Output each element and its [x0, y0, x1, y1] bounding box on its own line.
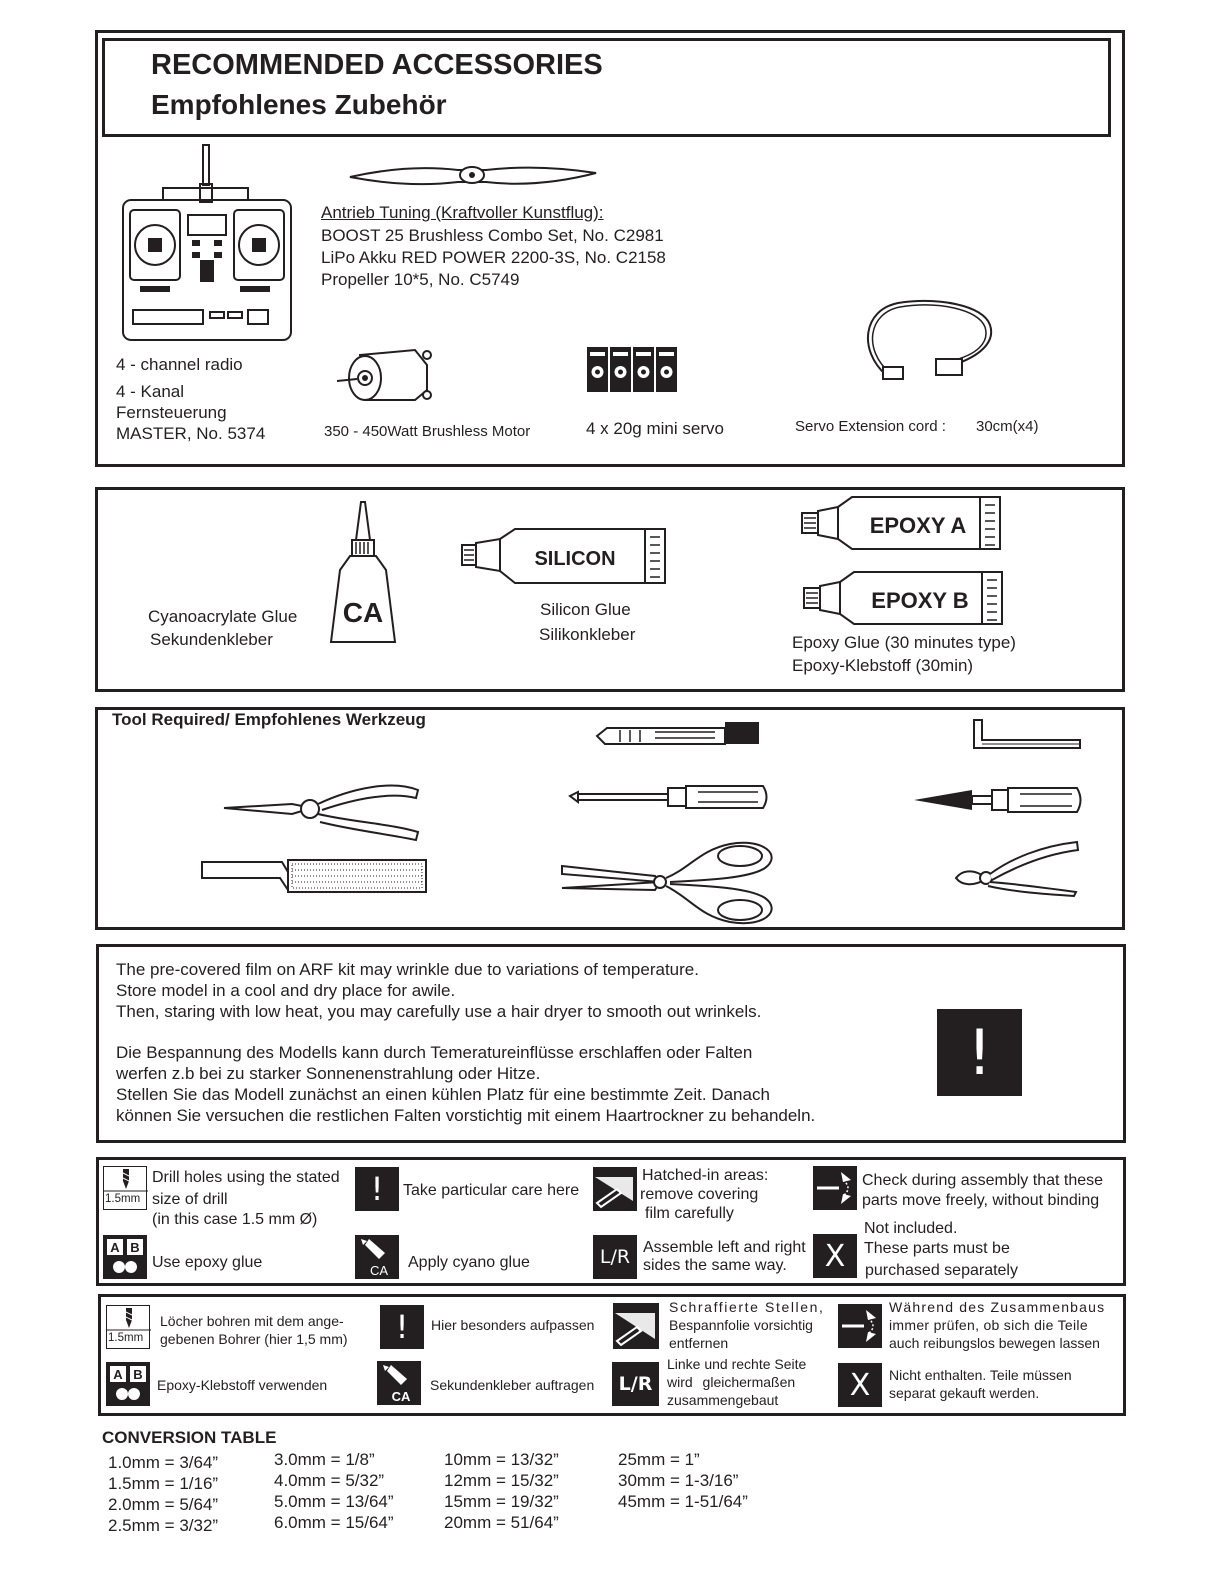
legend-de-notincl-2: separat gekauft werden. [889, 1385, 1040, 1401]
conv-c4-r3: 45mm = 1-51/64” [618, 1492, 748, 1511]
needle-nose-pliers-icon [222, 778, 422, 844]
legend-en-care: Take particular care here [403, 1182, 580, 1199]
tuning-line-3: Propeller 10*5, No. C5749 [321, 270, 520, 289]
legend-de-drill-1: Löcher bohren mit dem ange- [160, 1313, 344, 1329]
lr-icon: L/R [593, 1235, 637, 1279]
legend-de-check-1: Während des Zusammenbaus [889, 1299, 1106, 1315]
warning-line-7: können Sie versuchen die restlichen Falten vorstichtig mit einem Haartrockner zu behandeln. [116, 1106, 816, 1125]
file-tool-icon [200, 858, 430, 894]
legend-en-notincl-1: Not included. [864, 1220, 958, 1237]
conversion-title: CONVERSION TABLE [102, 1428, 277, 1447]
warning-line-2: Store model in a cool and dry place for awile. [116, 981, 456, 1000]
silicon-tube-icon [460, 525, 670, 587]
propeller-icon [348, 160, 598, 190]
cyano-glue-icon-de [377, 1361, 421, 1405]
brushless-motor-icon [335, 345, 440, 405]
cyano-ca-letters: CA [369, 1263, 389, 1278]
legend-en-drill-3: (in this case 1.5 mm Ø) [152, 1211, 318, 1228]
epoxy-glue-de: Epoxy-Klebstoff (30min) [792, 656, 974, 675]
radio-transmitter-icon [118, 140, 298, 350]
epoxy-ab-icon [103, 1235, 147, 1279]
not-included-x-icon-de: X [838, 1363, 882, 1407]
side-cutters-icon [952, 840, 1082, 896]
ca-glue-bottle-icon [328, 500, 398, 650]
drill-icon-de [106, 1305, 150, 1349]
utility-knife-icon [595, 718, 765, 746]
ca-glue-en: Cyanoacrylate Glue [148, 607, 298, 626]
conv-c2-r3: 5.0mm = 13/64” [274, 1492, 394, 1511]
legend-de-hatched-2: Bespannfolie vorsichtig [669, 1317, 813, 1333]
epoxy-a-label: EPOXY A [869, 513, 967, 538]
legend-de-lr-1: Linke und rechte Seite [667, 1356, 807, 1372]
legend-de-hatched-3: entfernen [669, 1335, 729, 1351]
conv-c3-r1: 10mm = 13/32” [444, 1450, 559, 1469]
drill-size-label: 1.5mm [105, 1193, 141, 1205]
conv-c2-r1: 3.0mm = 1/8” [274, 1450, 375, 1469]
epoxy-a-letter-de: A [113, 1367, 123, 1382]
cord-label: Servo Extension cord : [795, 418, 946, 435]
conv-c1-r2: 1.5mm = 1/16” [108, 1474, 219, 1493]
care-exclamation-icon-de: ! [380, 1305, 424, 1349]
cyano-glue-icon [355, 1235, 399, 1279]
legend-de-lr-3: zusammengebaut [667, 1392, 779, 1408]
ca-glue-de: Sekundenkleber [150, 630, 273, 649]
epoxy-b-tube-icon [802, 570, 1007, 628]
epoxy-ab-icon-de [106, 1362, 150, 1406]
warning-line-5: werfen z.b bei zu starker Sonnenenstrahlung oder Hitze. [116, 1064, 541, 1083]
legend-en-hatched-1: Hatched-in areas: [642, 1167, 769, 1184]
cord-value: 30cm(x4) [976, 418, 1039, 435]
conv-c2-r4: 6.0mm = 15/64” [274, 1513, 394, 1532]
motor-label: 350 - 450Watt Brushless Motor [324, 423, 531, 440]
conv-c4-r1: 25mm = 1” [618, 1450, 700, 1469]
legend-de-cyano: Sekundenkleber auftragen [430, 1377, 595, 1393]
tools-heading: Tool Required/ Empfohlenes Werkzeug [112, 710, 426, 729]
epoxy-a-letter: A [110, 1240, 120, 1255]
servo-label: 4 x 20g mini servo [586, 419, 724, 438]
legend-en-hatched-2: remove covering [640, 1186, 759, 1203]
silicon-glue-en: Silicon Glue [540, 600, 631, 619]
legend-en-drill-1: Drill holes using the stated [152, 1169, 340, 1186]
warning-line-1: The pre-covered film on ARF kit may wrinkle due to variations of temperature. [116, 960, 699, 979]
legend-de-hatched-1: Schraffierte Stellen, [669, 1299, 825, 1315]
legend-en-check-1: Check during assembly that these [862, 1172, 1104, 1189]
radio-line-4: MASTER, No. 5374 [116, 424, 266, 443]
conv-c2-r2: 4.0mm = 5/32” [274, 1471, 385, 1490]
hex-key-icon [968, 718, 1083, 750]
legend-de-care: Hier besonders aufpassen [431, 1317, 595, 1333]
tuning-line-2: LiPo Akku RED POWER 2200-3S, No. C2158 [321, 248, 666, 267]
ca-bottle-label: CA [342, 597, 384, 628]
legend-de-drill-2: gebenen Bohrer (hier 1,5 mm) [160, 1331, 348, 1347]
legend-de-check-2: immer prüfen, ob sich die Teile [889, 1317, 1088, 1333]
conv-c1-r4: 2.5mm = 3/32” [108, 1516, 219, 1535]
conv-c1-r1: 1.0mm = 3/64” [108, 1453, 219, 1472]
check-movement-icon-de [838, 1304, 882, 1348]
legend-en-cyano: Apply cyano glue [408, 1254, 530, 1271]
epoxy-b-letter: B [130, 1240, 140, 1255]
scissors-icon [560, 838, 778, 926]
legend-en-check-2: parts move freely, without binding [862, 1192, 1100, 1209]
silicon-tube-label: SILICON [534, 548, 616, 570]
epoxy-glue-en: Epoxy Glue (30 minutes type) [792, 633, 1016, 652]
conv-c3-r3: 15mm = 19/32” [444, 1492, 559, 1511]
drill-size-label-de: 1.5mm [108, 1332, 144, 1344]
warning-line-6: Stellen Sie das Modell zunächst an einen kühlen Platz für eine bestimmte Zeit. Danach [116, 1085, 770, 1104]
epoxy-b-label: EPOXY B [871, 588, 969, 613]
check-movement-icon [813, 1166, 857, 1210]
not-included-x-icon: X [813, 1234, 857, 1278]
drill-icon [103, 1166, 147, 1210]
radio-line-1: 4 - channel radio [116, 355, 243, 374]
legend-en-lr-2: sides the same way. [643, 1257, 787, 1274]
tuning-heading: Antrieb Tuning (Kraftvoller Kunstflug): [321, 203, 604, 222]
radio-line-2: 4 - Kanal [116, 382, 185, 401]
legend-en-lr-1: Assemble left and right [643, 1239, 806, 1256]
legend-de-lr-2: wird gleichermaßen [667, 1374, 796, 1390]
legend-en-notincl-2: These parts must be [864, 1240, 1010, 1257]
legend-de-check-3: auch reibungslos bewegen lassen [889, 1335, 1100, 1351]
warning-line-4: Die Bespannung des Modells kann durch Temeratureinflüsse erschlaffen oder Falten [116, 1043, 753, 1062]
hobby-brush-icon [912, 784, 1084, 814]
conv-c3-r4: 20mm = 51/64” [444, 1513, 559, 1532]
legend-en-drill-2: size of drill [152, 1191, 228, 1208]
care-exclamation-icon: ! [355, 1167, 399, 1211]
screwdriver-icon [568, 782, 773, 812]
tuning-line-1: BOOST 25 Brushless Combo Set, No. C2981 [321, 226, 664, 245]
legend-en-notincl-3: purchased separately [865, 1262, 1018, 1279]
warning-exclamation-icon: ! [937, 1009, 1022, 1096]
epoxy-b-letter-de: B [133, 1367, 143, 1382]
silicon-glue-de: Silikonkleber [539, 625, 636, 644]
conv-c3-r2: 12mm = 15/32” [444, 1471, 559, 1490]
lr-icon-de: L/R [612, 1362, 659, 1406]
legend-de-notincl-1: Nicht enthalten. Teile müssen [889, 1367, 1072, 1383]
cyano-ca-letters-de: CA [391, 1389, 411, 1404]
accessories-title-en: RECOMMENDED ACCESSORIES [151, 49, 603, 81]
hatched-area-icon-de [613, 1303, 659, 1349]
legend-en-epoxy: Use epoxy glue [152, 1254, 263, 1271]
legend-en-hatched-3: film carefully [645, 1205, 734, 1222]
accessories-title-de: Empfohlenes Zubehör [151, 89, 447, 120]
servo-extension-cord-icon [858, 295, 998, 385]
conv-c4-r2: 30mm = 1-3/16” [618, 1471, 739, 1490]
radio-line-3: Fernsteuerung [116, 403, 227, 422]
mini-servo-icon [587, 347, 677, 397]
legend-de-epoxy: Epoxy-Klebstoff verwenden [157, 1377, 328, 1393]
conv-c1-r3: 2.0mm = 5/64” [108, 1495, 219, 1514]
warning-line-3: Then, staring with low heat, you may carefully use a hair dryer to smooth out wrinkels. [116, 1002, 762, 1021]
hatched-area-icon [593, 1167, 637, 1211]
epoxy-a-tube-icon [800, 495, 1005, 553]
